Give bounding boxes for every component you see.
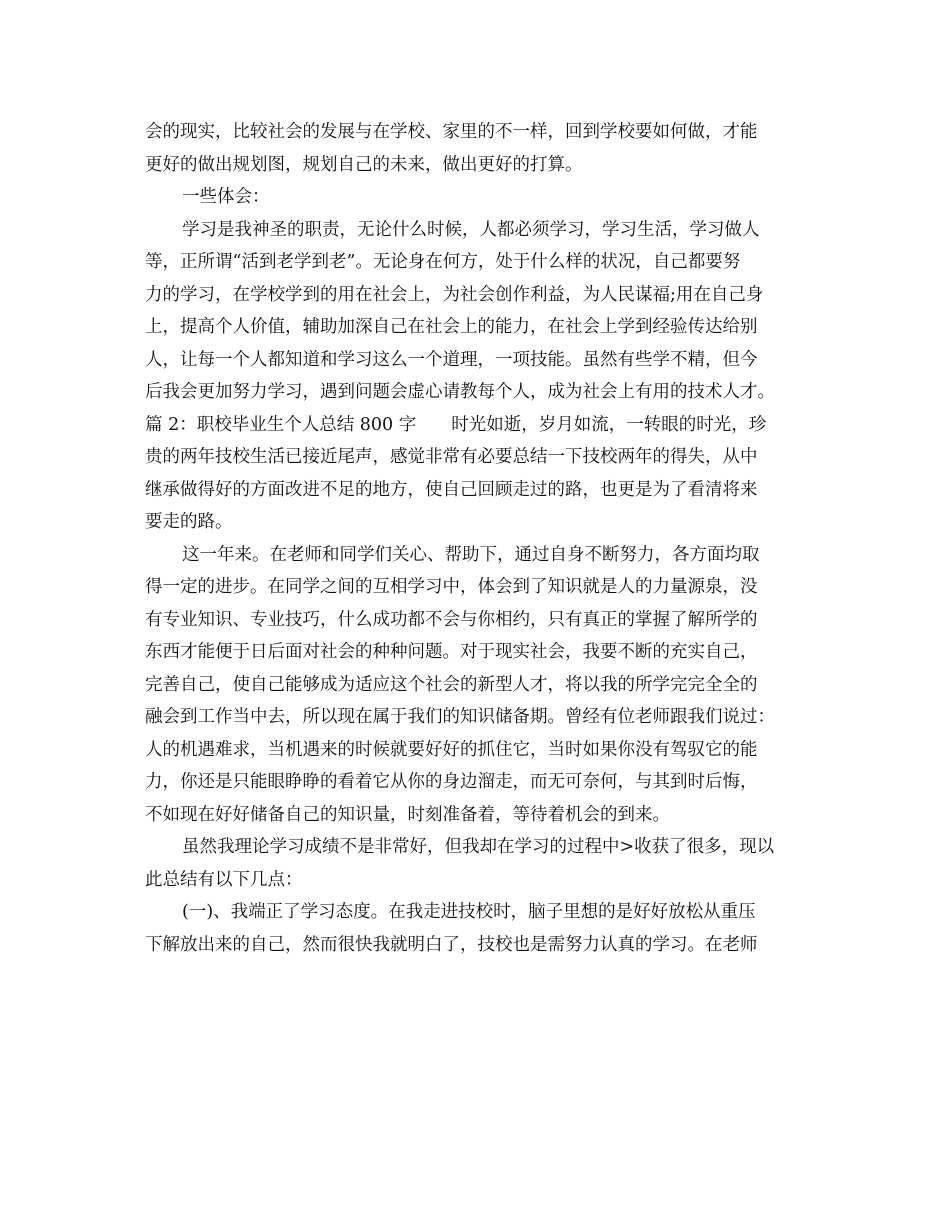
text-line: 会的现实，比较社会的发展与在学校、家里的不一样，回到学校要如何做，才能 (145, 122, 758, 142)
text-line: 篇 2：职校毕业生个人总结 800 字 时光如逝，岁月如流，一转眼的时光，珍 (145, 414, 767, 435)
text-line: 力的学习，在学校学到的用在社会上，为社会创作利益，为人民谋福;用在自己身 (145, 284, 764, 305)
text-line: 有专业知识、专业技巧，什么成功都不会与你相约，只有真正的掌握了解所学的 (145, 609, 758, 630)
document-body (145, 116, 810, 961)
text-line: 这一年来。在老师和同学们关心、帮助下，通过自身不断努力，各方面均取 (182, 544, 760, 565)
text-line: 下解放出来的自己，然而很快我就明白了，技校也是需努力认真的学习。在老师 (145, 934, 758, 955)
text-line: 学习是我神圣的职责，无论什么时候，人都必须学习，学习生活，学习做人 (182, 219, 760, 240)
text-line: 人的机遇难求，当机遇来的时候就要好好的抓住它，当时如果你没有驾驭它的能 (145, 739, 758, 760)
text-line: 要走的路。 (145, 512, 233, 532)
text-line: 融会到工作当中去，所以现在属于我们的知识储备期。曾经有位老师跟我们说过： (145, 707, 775, 727)
text-line: 等，正所谓“活到老学到老”。无论身在何方，处于什么样的状况，自己都要努 (145, 252, 741, 272)
text-line: 一些体会： (182, 187, 270, 207)
text-line: 更好的做出规划图，规划自己的未来，做出更好的打算。 (145, 154, 583, 175)
text-line: 人，让每一个人都知道和学习这么一个道理，一项技能。虽然有些学不精，但今 (145, 349, 758, 370)
text-line: 上，提高个人价值，辅助加深自己在社会上的能力，在社会上学到经验传达给别 (145, 317, 758, 337)
text-line: (一)、我端正了学习态度。在我走进技校时，脑子里想的是好好放松从重压 (182, 902, 756, 922)
text-line: 力，你还是只能眼睁睁的看着它从你的身边溜走，而无可奈何，与其到时后悔， (145, 772, 758, 792)
text-line: 此总结有以下几点： (145, 869, 303, 890)
text-line: 完善自己，使自己能够成为适应这个社会的新型人才，将以我的所学完完全全的 (145, 674, 758, 695)
text-line: 得一定的进步。在同学之间的互相学习中，体会到了知识就是人的力量源泉，没 (145, 577, 758, 597)
text-line: 虽然我理论学习成绩不是非常好，但我却在学习的过程中>收获了很多，现以 (182, 837, 775, 857)
text-line: 不如现在好好储备自己的知识量，时刻准备着，等待着机会的到来。 (145, 804, 670, 825)
text-line: 贵的两年技校生活已接近尾声，感觉非常有必要总结一下技校两年的得失，从中 (145, 447, 758, 467)
text-line: 继承做得好的方面改进不足的地方，使自己回顾走过的路，也更是为了看清将来 (145, 479, 758, 500)
text-line: 东西才能便于日后面对社会的种种问题。对于现实社会，我要不断的充实自己， (145, 642, 758, 662)
text-line: 后我会更加努力学习，遇到问题会虚心请教每个人，成为社会上有用的技术人才。 (145, 382, 775, 402)
